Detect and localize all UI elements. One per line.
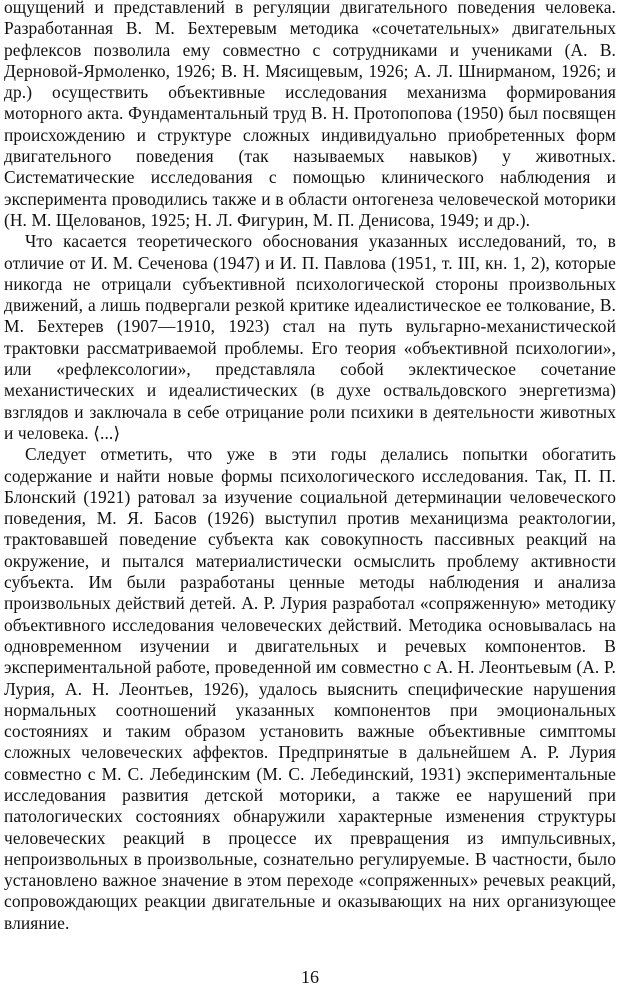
paragraph-3: Следует отметить, что уже в эти годы делались попытки обогатить содержание и найти новые формы психологического исследования. Так, П. П. Блонский (1921) ратовал за изучение социальной детерминации человеческого поведения, М. Я. Басов (1926) выступил против механицизма реактологии, трактовавшей поведение субъекта как совокупность пассивных реакций на окружение, и пытался материалистически осмыслить проблему активности субъекта. Им были разработаны ценные методы наблюдения и анализа произвольных действий детей. А. Р. Лурия разработал «сопряженную» методику объективного исследования человеческих действий. Методика основывалась на одновременном изучении и двигательных и речевых компонентов. В экспериментальной работе, проведенной им совместно с А. Н. Леонтьевым (А. Р. Лурия, А. Н. Леонтьев, 1926), удалось выяснить специфические нарушения нормальных соотношений указанных компонентов при эмоциональных состояниях и таким образом установить важные объективные симптомы сложных человеческих аффектов. Предпринятые в дальнейшем А. Р. Лурия совместно с М. С. Лебединским (М. С. Лебединский, 1931) экспериментальные исследования развития детской моторики, а также ее нарушений при патологических состояниях обнаружили характерные изменения структуры человеческих реакций в процессе их превращения из импульсивных, непроизвольных в произвольные, сознательно регулируемые. В частности, было установлено важное значение в этом переходе «сопряженных» речевых реакций, сопровождающих реакции двигательные и оказывающих на них организующее влияние. (4, 444, 616, 933)
page-number: 16 (301, 967, 319, 987)
text-body (4, 0, 616, 934)
paragraph-1: ощущений и представлений в регуляции двигательного поведения человека. Разработанная В. М. Бехтеревым методика «сочетательных» двигательных рефлексов позволила ему совместно с сотрудниками и учениками (А. В. Дерновой-Ярмоленко, 1926; В. Н. Мясищевым, 1926; А. Л. Шнирманом, 1926; и др.) осуществить объективные исследования механизма формирования моторного акта. Фундаментальный труд В. Н. Протопопова (1950) был посвящен происхождению и структуре сложных индивидуально приобретенных форм двигательного поведения (так называемых навыков) у животных. Систематические исследования с помощью клинического наблюдения и эксперимента проводились также и в области онтогенеза человеческой моторики (Н. М. Щелованов, 1925; Н. Л. Фигурин, М. П. Денисова, 1949; и др.). (4, 0, 616, 230)
paragraph-2: Что касается теоретического обоснования указанных исследований, то, в отличие от И. М. Сеченова (1947) и И. П. Павлова (1951, т. III, кн. 1, 2), которые никогда не отрицали субъективной психологической стороны произвольных движений, а лишь подвергали резкой критике идеалистическое ее толкование, В. М. Бехтерев (1907—1910, 1923) стал на путь вульгарно-механистической трактовки рассматриваемой проблемы. Его теория «объективной психологии», или «рефлексологии», представляла собой эклектическое сочетание механистических и идеалистических (в духе оствальдовского энергетизма) взглядов и заключала в себе отрицание роли психики в деятельности животных и человека. ⟨...⟩ (4, 231, 616, 443)
